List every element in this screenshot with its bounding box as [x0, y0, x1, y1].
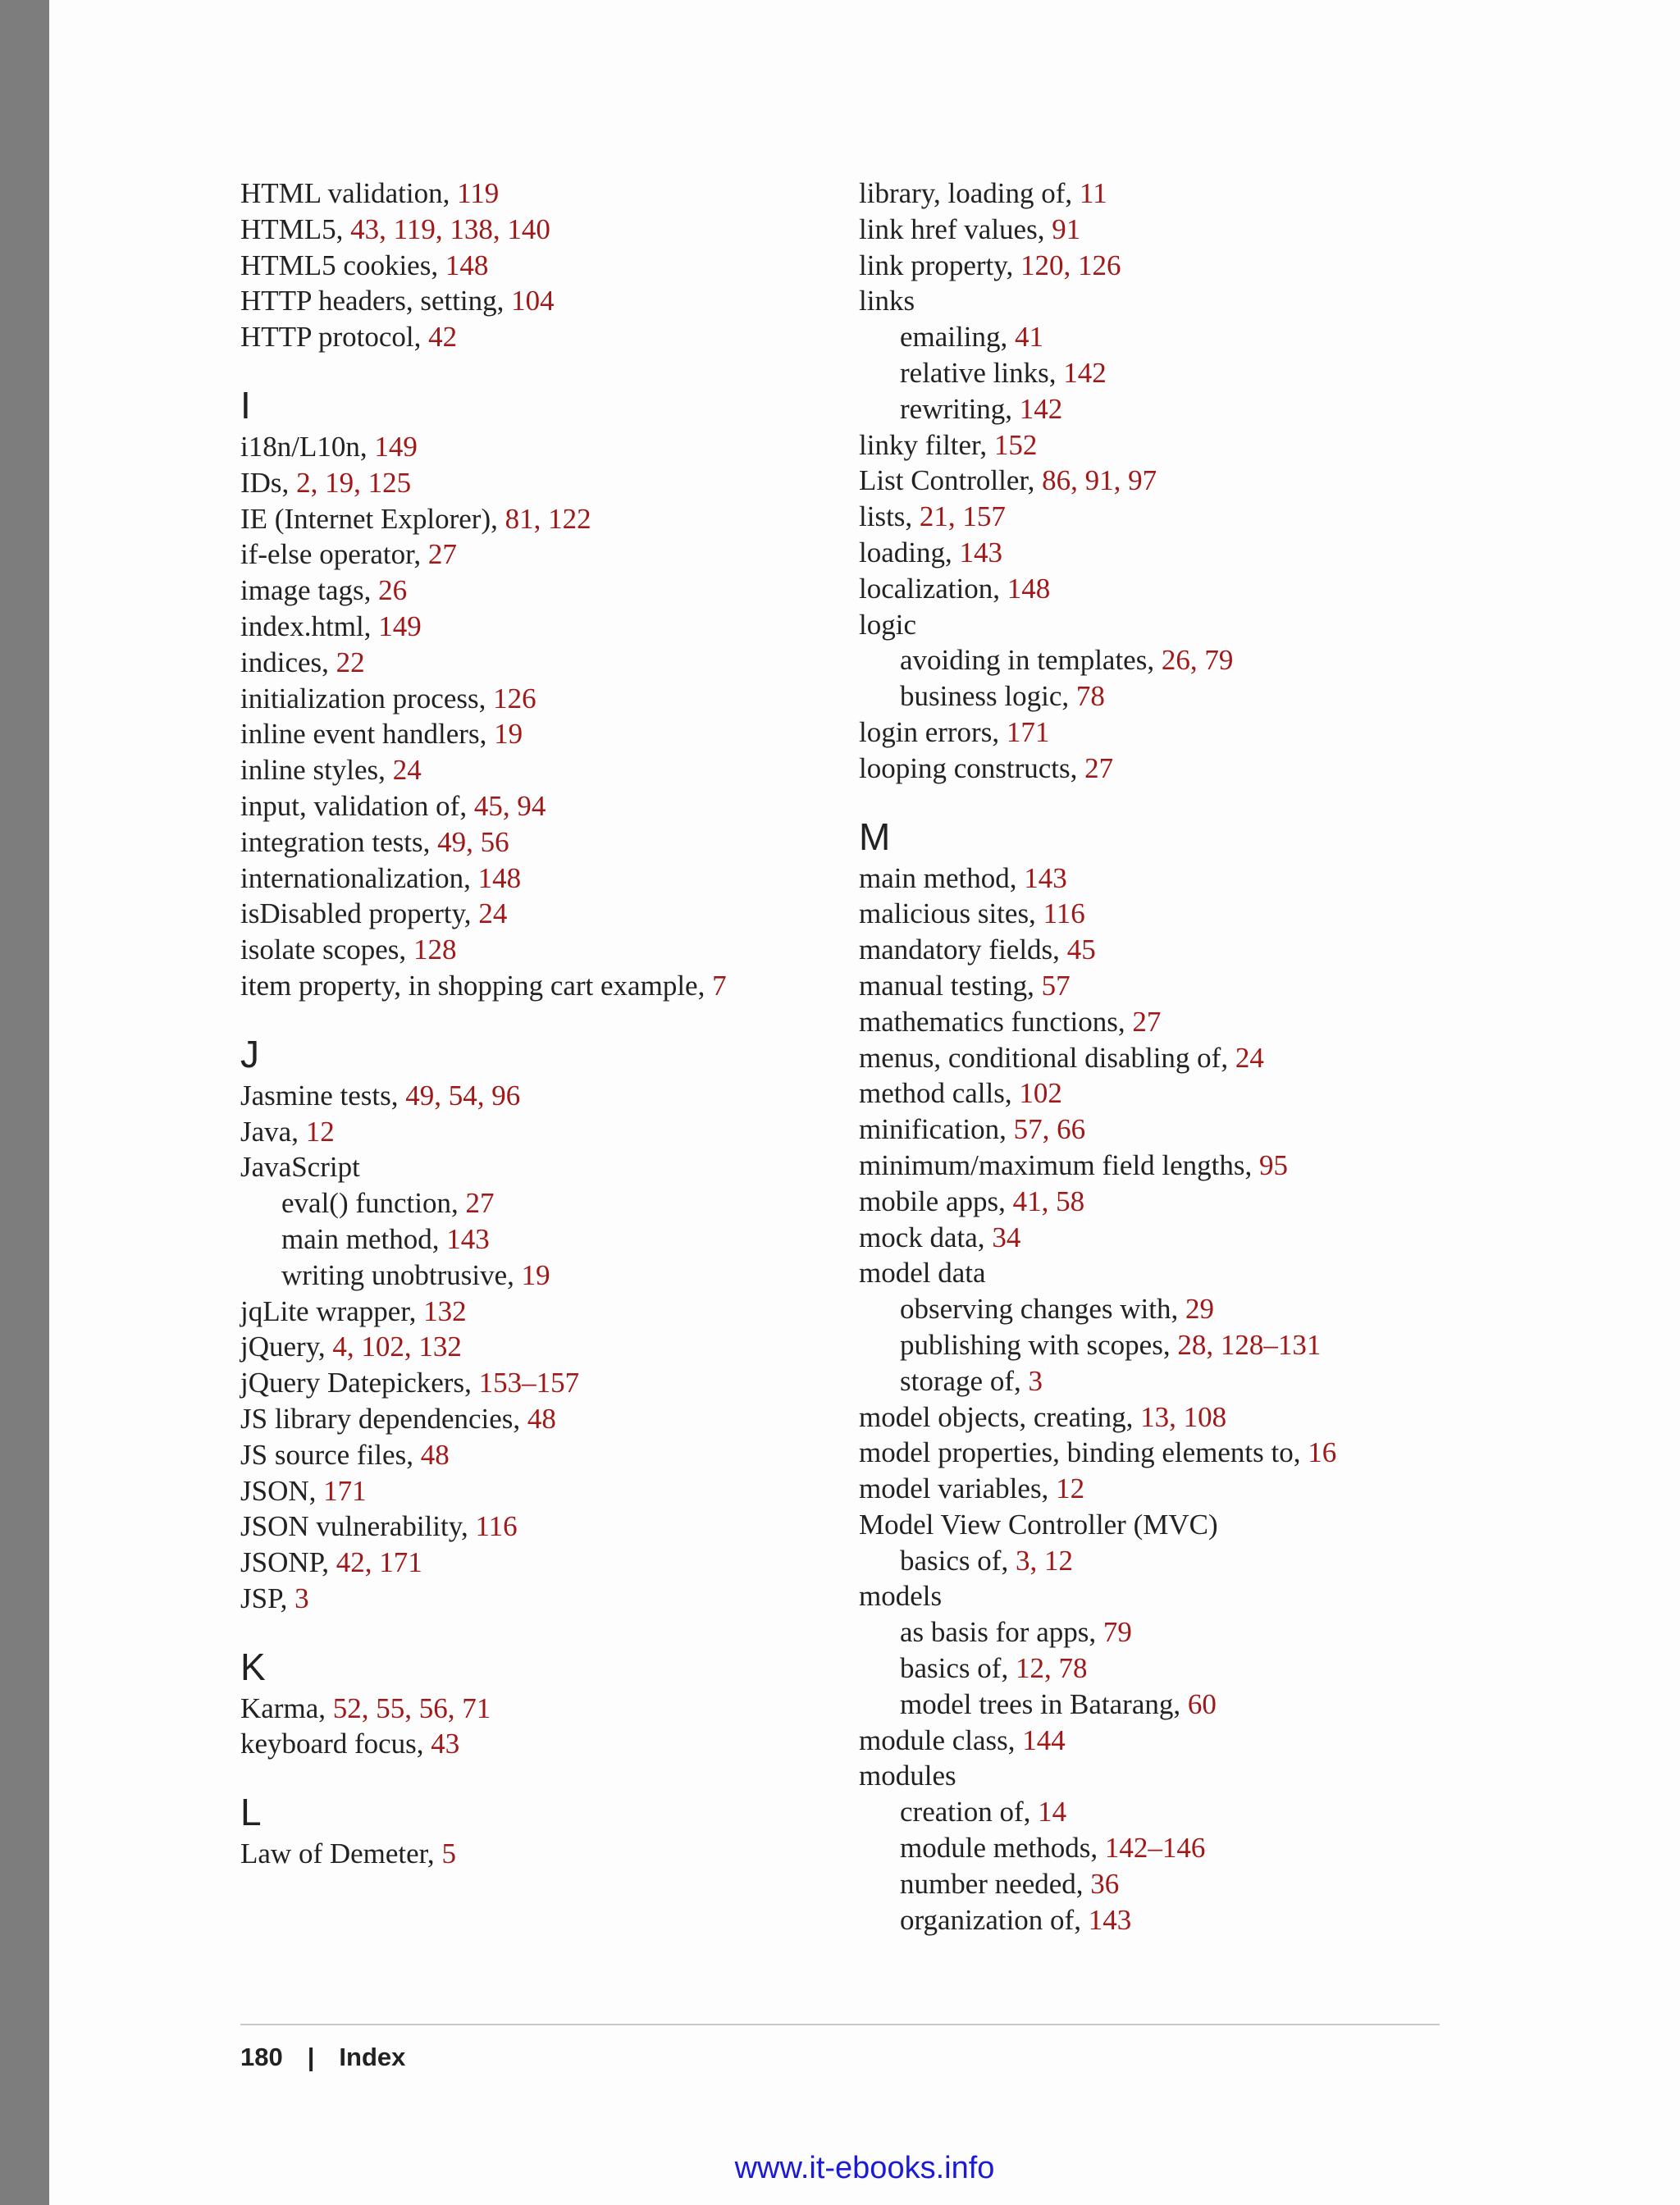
- index-letter-heading: J: [240, 1032, 259, 1075]
- page-references[interactable]: 27: [1084, 751, 1114, 784]
- page-references[interactable]: 149: [378, 609, 422, 642]
- page-references[interactable]: 42, 171: [336, 1546, 422, 1579]
- index-entry: [240, 645, 727, 681]
- index-entry: [240, 681, 727, 717]
- index-term: JSON,: [240, 1474, 324, 1507]
- index-term: basics of,: [900, 1652, 1016, 1685]
- index-entry: [240, 573, 727, 609]
- index-term: IDs,: [240, 466, 297, 499]
- page-references[interactable]: 49, 56: [437, 825, 509, 858]
- index-entry: [859, 751, 1336, 787]
- index-subentry: [859, 1830, 1336, 1866]
- index-entry: [240, 1329, 727, 1365]
- index-entry: [240, 824, 727, 861]
- index-column-right: [859, 176, 1336, 1938]
- index-entry: [859, 283, 1336, 319]
- index-letter-heading: I: [240, 383, 251, 427]
- index-term: business logic,: [900, 680, 1076, 713]
- page-references[interactable]: 142–146: [1104, 1832, 1206, 1865]
- index-term: isDisabled property,: [240, 897, 479, 930]
- index-entry: [240, 1545, 727, 1581]
- index-letter-heading: M: [859, 815, 891, 858]
- index-entry: [240, 752, 727, 788]
- page-references[interactable]: 126: [493, 682, 536, 714]
- index-subentry: [859, 391, 1336, 427]
- index-column-left: [240, 176, 727, 1872]
- page-references[interactable]: 7: [712, 969, 727, 1002]
- index-term: storage of,: [900, 1364, 1029, 1397]
- page-references[interactable]: 52, 55, 56, 71: [332, 1691, 491, 1724]
- index-subentry: [859, 642, 1336, 678]
- index-entry: [859, 463, 1336, 499]
- page-references[interactable]: 148: [445, 249, 489, 281]
- index-term: links: [859, 285, 915, 317]
- index-term: emailing,: [900, 321, 1015, 354]
- page-references[interactable]: 102: [1019, 1077, 1062, 1110]
- index-entry: [859, 499, 1336, 535]
- page-references[interactable]: 27: [1132, 1005, 1162, 1038]
- index-term: JavaScript: [240, 1151, 360, 1184]
- index-term: Jasmine tests,: [240, 1079, 406, 1112]
- page-references[interactable]: 116: [1043, 897, 1085, 930]
- index-entry: [240, 932, 727, 968]
- index-term: JS library dependencies,: [240, 1402, 527, 1435]
- index-term: mandatory fields,: [859, 934, 1067, 966]
- index-entry: [859, 212, 1336, 248]
- index-term: jqLite wrapper,: [240, 1294, 424, 1327]
- index-term: link property,: [859, 249, 1020, 281]
- index-term: library, loading of,: [859, 177, 1080, 209]
- page-references[interactable]: 26, 79: [1161, 644, 1234, 677]
- index-entry: [859, 932, 1336, 968]
- index-entry: [859, 1220, 1336, 1256]
- footer-rule: [240, 2024, 1440, 2025]
- index-term: basics of,: [900, 1544, 1016, 1577]
- page-references[interactable]: 171: [323, 1474, 367, 1507]
- index-entry: [240, 716, 727, 752]
- page-references[interactable]: 12: [305, 1115, 335, 1148]
- page-references[interactable]: 57, 66: [1013, 1113, 1086, 1146]
- page-references[interactable]: 14: [1038, 1796, 1067, 1828]
- index-term: isolate scopes,: [240, 934, 413, 966]
- index-letter-heading: L: [240, 1791, 262, 1834]
- page-references[interactable]: 95: [1259, 1148, 1289, 1181]
- index-subentry: [859, 1650, 1336, 1687]
- index-term: minification,: [859, 1113, 1014, 1146]
- page-references[interactable]: 86, 91, 97: [1042, 464, 1157, 497]
- index-entry: [240, 248, 727, 284]
- index-term: item property, in shopping cart example,: [240, 969, 713, 1002]
- index-entry: [859, 896, 1336, 932]
- page-references[interactable]: 12, 78: [1015, 1652, 1088, 1685]
- index-subentry: [859, 355, 1336, 391]
- index-entry: [240, 1691, 727, 1727]
- index-entry: [859, 1075, 1336, 1112]
- page-references[interactable]: 45: [1066, 934, 1096, 966]
- index-entry: [859, 968, 1336, 1004]
- index-term: link href values,: [859, 212, 1052, 245]
- index-subentry: [859, 1363, 1336, 1399]
- index-term: jQuery Datepickers,: [240, 1367, 479, 1399]
- index-entry: [240, 1581, 727, 1617]
- index-term: avoiding in templates,: [900, 644, 1162, 677]
- index-letter-heading: K: [240, 1645, 266, 1688]
- page-references[interactable]: 19: [494, 718, 523, 751]
- index-entry: [240, 896, 727, 932]
- page-references[interactable]: 132: [423, 1294, 467, 1327]
- index-entry: [859, 1255, 1336, 1291]
- index-term: linky filter,: [859, 428, 994, 461]
- page-footer: [240, 2043, 405, 2072]
- index-subentry: [240, 1258, 727, 1294]
- index-entry: [859, 427, 1336, 463]
- index-term: Karma,: [240, 1691, 333, 1724]
- page-references[interactable]: 22: [336, 646, 365, 678]
- page-references[interactable]: 43, 119, 138, 140: [350, 212, 550, 245]
- index-term: model properties, binding elements to,: [859, 1436, 1308, 1469]
- page-references[interactable]: 149: [374, 430, 418, 463]
- page-references[interactable]: 152: [993, 428, 1038, 461]
- index-entry: [859, 1004, 1336, 1040]
- index-term: HTTP headers, setting,: [240, 285, 512, 317]
- index-term: model data: [859, 1257, 986, 1290]
- index-term: IE (Internet Explorer),: [240, 502, 505, 535]
- page-references[interactable]: 12: [1056, 1472, 1085, 1505]
- index-term: module methods,: [900, 1832, 1105, 1865]
- index-term: modules: [859, 1760, 956, 1792]
- page-references[interactable]: 13, 108: [1140, 1400, 1227, 1433]
- index-term: JS source files,: [240, 1438, 421, 1471]
- page-number: 180: [240, 2043, 283, 2071]
- section-name: Index: [339, 2043, 406, 2071]
- index-term: organization of,: [900, 1903, 1089, 1936]
- index-entry: [240, 429, 727, 465]
- index-entry: [859, 607, 1336, 643]
- index-term: model variables,: [859, 1472, 1057, 1505]
- index-term: indices,: [240, 646, 336, 678]
- index-entry: [859, 1507, 1336, 1543]
- page-references[interactable]: 4, 102, 132: [332, 1331, 462, 1363]
- index-subentry: [859, 1614, 1336, 1650]
- page-references[interactable]: 144: [1022, 1723, 1066, 1756]
- index-entry: [240, 1149, 727, 1185]
- page-references[interactable]: 19: [521, 1258, 550, 1291]
- index-entry: [240, 1365, 727, 1401]
- page-references[interactable]: 116: [475, 1510, 518, 1543]
- index-term: integration tests,: [240, 825, 438, 858]
- page-references[interactable]: 120, 126: [1020, 249, 1121, 281]
- index-term: JSP,: [240, 1582, 295, 1614]
- index-entry: [240, 501, 727, 537]
- index-term: Java,: [240, 1115, 306, 1148]
- index-term: mobile apps,: [859, 1185, 1013, 1217]
- index-subentry: [240, 1221, 727, 1258]
- page-references[interactable]: 16: [1308, 1436, 1337, 1469]
- index-entry: [240, 176, 727, 212]
- index-term: HTML5,: [240, 212, 351, 245]
- index-term: module class,: [859, 1723, 1023, 1756]
- index-term: looping constructs,: [859, 751, 1085, 784]
- index-term: localization,: [859, 572, 1007, 605]
- page-references[interactable]: 171: [1006, 715, 1050, 748]
- index-entry: [240, 536, 727, 573]
- page-references[interactable]: 28, 128–131: [1177, 1328, 1322, 1361]
- index-term: eval() function,: [281, 1187, 466, 1220]
- page-references[interactable]: 142: [1019, 392, 1063, 425]
- index-term: publishing with scopes,: [900, 1328, 1178, 1361]
- page-references[interactable]: 148: [1007, 572, 1051, 605]
- page-references[interactable]: 49, 54, 96: [405, 1079, 521, 1112]
- index-entry: [240, 609, 727, 645]
- index-term: login errors,: [859, 715, 1007, 748]
- page-references[interactable]: 36: [1090, 1867, 1120, 1900]
- page-references[interactable]: 24: [392, 754, 422, 787]
- index-subentry: [859, 1866, 1336, 1902]
- index-entry: [859, 1399, 1336, 1436]
- index-subentry: [859, 1687, 1336, 1723]
- index-entry: [859, 1435, 1336, 1471]
- index-entry: [240, 319, 727, 355]
- page-references[interactable]: 104: [511, 285, 555, 317]
- index-term: image tags,: [240, 574, 379, 607]
- index-term: initialization process,: [240, 682, 494, 714]
- index-subentry: [859, 1327, 1336, 1363]
- index-term: malicious sites,: [859, 897, 1043, 930]
- page-references[interactable]: 5: [441, 1838, 456, 1870]
- index-entry: [240, 861, 727, 897]
- page-references[interactable]: 3: [294, 1582, 309, 1614]
- page-references[interactable]: 34: [992, 1221, 1021, 1253]
- index-entry: [859, 1578, 1336, 1614]
- index-term: model objects, creating,: [859, 1400, 1141, 1433]
- index-entry: [240, 1294, 727, 1330]
- index-term: i18n/L10n,: [240, 430, 375, 463]
- index-subentry: [859, 1794, 1336, 1830]
- page-references[interactable]: 41, 58: [1012, 1185, 1085, 1217]
- index-term: HTTP protocol,: [240, 321, 429, 354]
- index-term: number needed,: [900, 1867, 1091, 1900]
- index-entry: [240, 1836, 727, 1872]
- index-term: model trees in Batarang,: [900, 1687, 1188, 1720]
- page-references[interactable]: 42: [428, 321, 458, 354]
- index-subentry: [859, 678, 1336, 714]
- page-references[interactable]: 148: [477, 861, 522, 894]
- index-term: internationalization,: [240, 861, 478, 894]
- page-references[interactable]: 57: [1041, 969, 1071, 1002]
- page-references[interactable]: 24: [478, 897, 508, 930]
- index-entry: [240, 1726, 727, 1762]
- page-references[interactable]: 78: [1075, 680, 1105, 713]
- index-term: if-else operator,: [240, 538, 428, 571]
- index-subentry: [240, 1185, 727, 1221]
- page-references[interactable]: 45, 94: [473, 789, 546, 822]
- page-references[interactable]: 91: [1052, 212, 1081, 245]
- page-references[interactable]: 142: [1063, 356, 1107, 389]
- index-term: HTML validation,: [240, 177, 458, 209]
- index-term: menus, conditional disabling of,: [859, 1041, 1235, 1074]
- index-term: keyboard focus,: [240, 1728, 431, 1760]
- page-references[interactable]: 60: [1187, 1687, 1217, 1720]
- page-references[interactable]: 21, 157: [919, 500, 1006, 533]
- page-references[interactable]: 43: [431, 1728, 460, 1760]
- index-entry: [859, 1148, 1336, 1184]
- index-term: models: [859, 1580, 943, 1613]
- page-references[interactable]: 3: [1028, 1364, 1043, 1397]
- index-entry: [240, 1078, 727, 1114]
- page-references[interactable]: 119: [457, 177, 500, 209]
- index-term: HTML5 cookies,: [240, 249, 445, 281]
- index-term: lists,: [859, 500, 920, 533]
- index-term: Law of Demeter,: [240, 1838, 442, 1870]
- index-term: main method,: [859, 861, 1025, 894]
- footer-separator: |: [307, 2043, 315, 2071]
- index-term: List Controller,: [859, 464, 1043, 497]
- page-references[interactable]: 11: [1079, 177, 1107, 209]
- index-entry: [859, 248, 1336, 284]
- index-term: inline styles,: [240, 754, 393, 787]
- index-entry: [240, 1473, 727, 1509]
- page-references[interactable]: 27: [427, 538, 457, 571]
- index-term: Model View Controller (MVC): [859, 1508, 1218, 1541]
- index-entry: [859, 1040, 1336, 1076]
- index-term: logic: [859, 608, 916, 641]
- index-term: minimum/maximum field lengths,: [859, 1148, 1260, 1181]
- index-entry: [240, 1114, 727, 1150]
- page-references[interactable]: 3, 12: [1015, 1544, 1073, 1577]
- page-references[interactable]: 29: [1185, 1293, 1214, 1326]
- index-entry: [240, 212, 727, 248]
- index-term: observing changes with,: [900, 1293, 1185, 1326]
- index-subentry: [859, 1902, 1336, 1938]
- index-entry: [859, 571, 1336, 607]
- page-references[interactable]: 2, 19, 125: [296, 466, 412, 499]
- page-references[interactable]: 79: [1102, 1616, 1132, 1649]
- page-references[interactable]: 128: [413, 934, 457, 966]
- page-references[interactable]: 48: [527, 1402, 556, 1435]
- index-term: loading,: [859, 536, 960, 568]
- index-entry: [240, 465, 727, 501]
- index-subentry: [859, 1543, 1336, 1579]
- page-references[interactable]: 143: [1088, 1903, 1132, 1936]
- page-references[interactable]: 48: [420, 1438, 450, 1471]
- page-references[interactable]: 81, 122: [504, 502, 591, 535]
- index-term: manual testing,: [859, 969, 1042, 1002]
- page-edge-strip: [0, 0, 49, 2205]
- index-entry: [859, 1758, 1336, 1794]
- index-term: JSONP,: [240, 1546, 336, 1579]
- page-references[interactable]: 143: [446, 1222, 490, 1255]
- index-term: relative links,: [900, 356, 1064, 389]
- index-term: mathematics functions,: [859, 1005, 1133, 1038]
- index-entry: [240, 283, 727, 319]
- index-entry: [240, 788, 727, 824]
- index-entry: [859, 1723, 1336, 1759]
- page-references[interactable]: 26: [378, 574, 408, 607]
- index-entry: [859, 1112, 1336, 1148]
- index-term: mock data,: [859, 1221, 993, 1253]
- index-entry: [240, 1509, 727, 1545]
- page-references[interactable]: 143: [1024, 861, 1067, 894]
- index-term: JSON vulnerability,: [240, 1510, 476, 1543]
- index-entry: [859, 714, 1336, 751]
- index-term: input, validation of,: [240, 789, 474, 822]
- page-references[interactable]: 24: [1235, 1041, 1264, 1074]
- index-term: index.html,: [240, 609, 379, 642]
- watermark-link[interactable]: www.it-ebooks.info: [734, 2151, 995, 2185]
- page-references[interactable]: 143: [959, 536, 1002, 568]
- index-term: inline event handlers,: [240, 718, 495, 751]
- index-entry: [859, 1471, 1336, 1507]
- index-term: writing unobtrusive,: [281, 1258, 522, 1291]
- index-entry: [859, 535, 1336, 571]
- index-term: method calls,: [859, 1077, 1020, 1110]
- index-entry: [859, 861, 1336, 897]
- index-term: jQuery,: [240, 1331, 333, 1363]
- page-references[interactable]: 27: [465, 1187, 495, 1220]
- index-entry: [240, 1437, 727, 1473]
- page-references[interactable]: 41: [1014, 321, 1043, 354]
- index-term: creation of,: [900, 1796, 1039, 1828]
- index-entry: [859, 176, 1336, 212]
- index-entry: [240, 1401, 727, 1437]
- index-subentry: [859, 1291, 1336, 1327]
- index-term: rewriting,: [900, 392, 1020, 425]
- page-references[interactable]: 153–157: [478, 1367, 580, 1399]
- index-term: main method,: [281, 1222, 447, 1255]
- index-entry: [859, 1184, 1336, 1220]
- index-entry: [240, 968, 727, 1004]
- index-term: as basis for apps,: [900, 1616, 1103, 1649]
- index-subentry: [859, 319, 1336, 355]
